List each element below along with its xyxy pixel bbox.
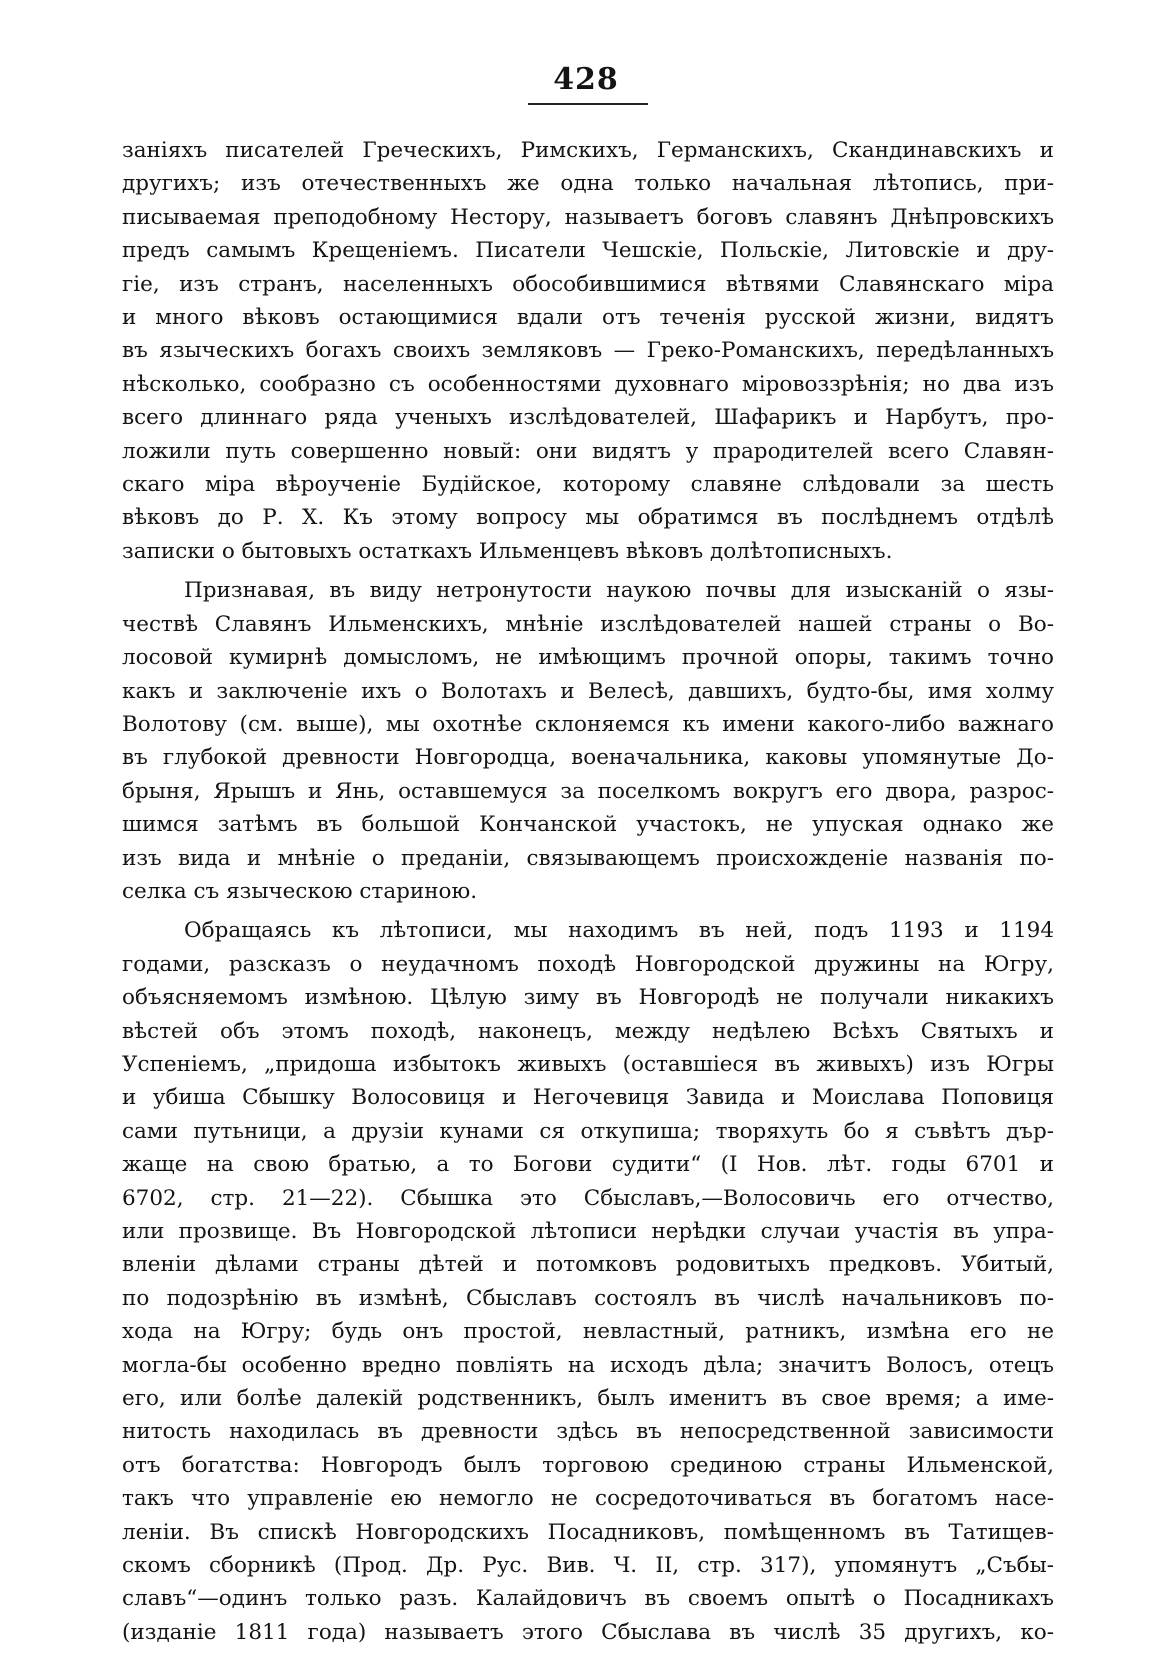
text-line: жаще на свою братью, а то Богови судити“ (I Нов. лѣт. годы 6701 и: [122, 1152, 1054, 1178]
text-line: писываемая преподобному Нестору, называетъ боговъ славянъ Днѣпровскихъ: [122, 204, 1054, 230]
body-text: [122, 134, 1054, 1649]
text-line: вѣстей объ этомъ походѣ, наконецъ, между недѣлею Всѣхъ Святыхъ и: [122, 1018, 1054, 1044]
text-line: въ глубокой древности Новгородца, военачальника, каковы упомянутые До-: [122, 745, 1054, 771]
text-line: вѣковъ до Р. Х. Къ этому вопросу мы обратимся въ послѣднемъ отдѣлѣ: [122, 505, 1054, 531]
text-line: селка съ языческою стариною.: [122, 878, 478, 904]
text-line: нѣсколько, сообразно съ особенностями духовнаго міровоззрѣнія; но два изъ: [122, 371, 1054, 397]
text-line: могла-бы особенно вредно повліять на исходъ дѣла; значитъ Волосъ, отецъ: [122, 1352, 1054, 1378]
text-line: (изданіе 1811 года) называетъ этого Сбыслава въ числѣ 35 другихъ, ко-: [122, 1619, 1054, 1645]
text-line: изъ вида и мнѣніе о преданіи, связывающемъ происхожденіе названія по-: [122, 845, 1054, 871]
text-line: нитость находилась въ древности здѣсь въ непосредственной зависимости: [122, 1419, 1054, 1445]
text-line: и убиша Сбышку Волосовиця и Негочевиця Завида и Моислава Поповиця: [122, 1085, 1054, 1111]
text-line: 6702, стр. 21—22). Сбышка это Сбыславъ,—Волосовичь его отчество,: [122, 1185, 1054, 1211]
text-line: ложили путь совершенно новый: они видятъ у прародителей всего Славян-: [122, 438, 1054, 464]
text-line: вленіи дѣлами страны дѣтей и потомковъ родовитыхъ предковъ. Убитый,: [122, 1252, 1054, 1278]
text-line: или прозвище. Въ Новгородской лѣтописи нерѣдки случаи участія въ упра-: [122, 1219, 1054, 1244]
text-line: скомъ сборникѣ (Прод. Др. Рус. Вив. Ч. II, стр. 317), упомянутъ „Събы-: [122, 1553, 1054, 1579]
text-line: предъ самымъ Крещеніемъ. Писатели Чешскіе, Польскіе, Литовскіе и дру-: [122, 238, 1054, 264]
text-line: лосовой кумирнѣ домысломъ, не имѣющимъ прочной опоры, такимъ точно: [122, 645, 1054, 671]
text-line: гіе, изъ странъ, населенныхъ обособившимися вѣтвями Славянскаго міра: [122, 271, 1054, 297]
text-line: скаго міра вѣроученіе Будійское, которому славяне слѣдовали за шесть: [122, 472, 1054, 498]
text-line: славъ“—одинъ только разъ. Калайдовичъ въ своемъ опытѣ о Посадникахъ: [122, 1586, 1054, 1612]
text-line: шимся затѣмъ въ большой Кончанской участокъ, не упуская однако же: [122, 812, 1054, 838]
text-line: сами путьници, а друзіи кунами ся откупиша; творяхуть бо я съвѣтъ дър-: [122, 1118, 1054, 1144]
text-line: Признавая, въ виду нетронутости наукою почвы для изысканій о язы-: [184, 578, 1054, 604]
text-line: и много вѣковъ остающимися вдали отъ теченія русской жизни, видятъ: [122, 305, 1054, 331]
text-line: чествѣ Славянъ Ильменскихъ, мнѣніе изслѣдователей нашей страны о Во-: [122, 611, 1054, 637]
text-line: какъ и заключеніе ихъ о Волотахъ и Велесѣ, давшихъ, будто-бы, имя холму: [122, 678, 1054, 704]
text-line: по подозрѣнію въ измѣнѣ, Сбыславъ состоялъ въ числѣ начальниковъ по-: [122, 1285, 1054, 1311]
text-line: записки о бытовыхъ остаткахъ Ильменцевъ вѣковъ долѣтописныхъ.: [122, 538, 893, 564]
paragraph-2: [122, 574, 1054, 908]
text-line: такъ что управленіе ею немогло не сосредоточиваться въ богатомъ насе-: [122, 1486, 1054, 1512]
paragraph-3: [122, 914, 1054, 1649]
text-line: объясняемомъ измѣною. Цѣлую зиму въ Новгородѣ не получали никакихъ: [122, 985, 1054, 1011]
text-line: леніи. Въ спискѣ Новгородскихъ Посадниковъ, помѣщенномъ въ Татищев-: [122, 1519, 1054, 1545]
text-line: Волотову (см. выше), мы охотнѣе склоняемся къ имени какого-либо важнаго: [122, 711, 1054, 737]
text-line: годами, разсказъ о неудачномъ походѣ Новгородской дружины на Югру,: [122, 951, 1054, 977]
text-line: въ языческихъ богахъ своихъ земляковъ — Греко-Романскихъ, передѣланныхъ: [122, 338, 1054, 364]
text-line: его, или болѣе далекій родственникъ, былъ именитъ въ свое время; а име-: [122, 1386, 1054, 1412]
text-line: всего длиннаго ряда ученыхъ изслѣдователей, Шафарикъ и Нарбутъ, про-: [122, 405, 1054, 431]
text-line: брыня, Ярышъ и Янь, оставшемуся за поселкомъ вокругъ его двора, разрос-: [122, 778, 1054, 804]
text-line: отъ богатства: Новгородъ былъ торговою срединою страны Ильменской,: [122, 1452, 1054, 1478]
text-line: заніяхъ писателей Греческихъ, Римскихъ, Германскихъ, Скандинавскихъ и: [122, 138, 1054, 163]
page-number: 428: [553, 62, 619, 97]
paragraph-1: [122, 134, 1054, 568]
header-rule: [528, 103, 648, 105]
text-line: Обращаясь къ лѣтописи, мы находимъ въ ней, подъ 1193 и 1194: [184, 918, 1054, 944]
text-line: хода на Югру; будь онъ простой, невластный, ратникъ, измѣна его не: [122, 1319, 1054, 1345]
text-line: другихъ; изъ отечественныхъ же одна только начальная лѣтопись, при-: [122, 171, 1054, 197]
text-line: Успеніемъ, „придоша избытокъ живыхъ (оставшіеся въ живыхъ) изъ Югры: [122, 1051, 1054, 1077]
